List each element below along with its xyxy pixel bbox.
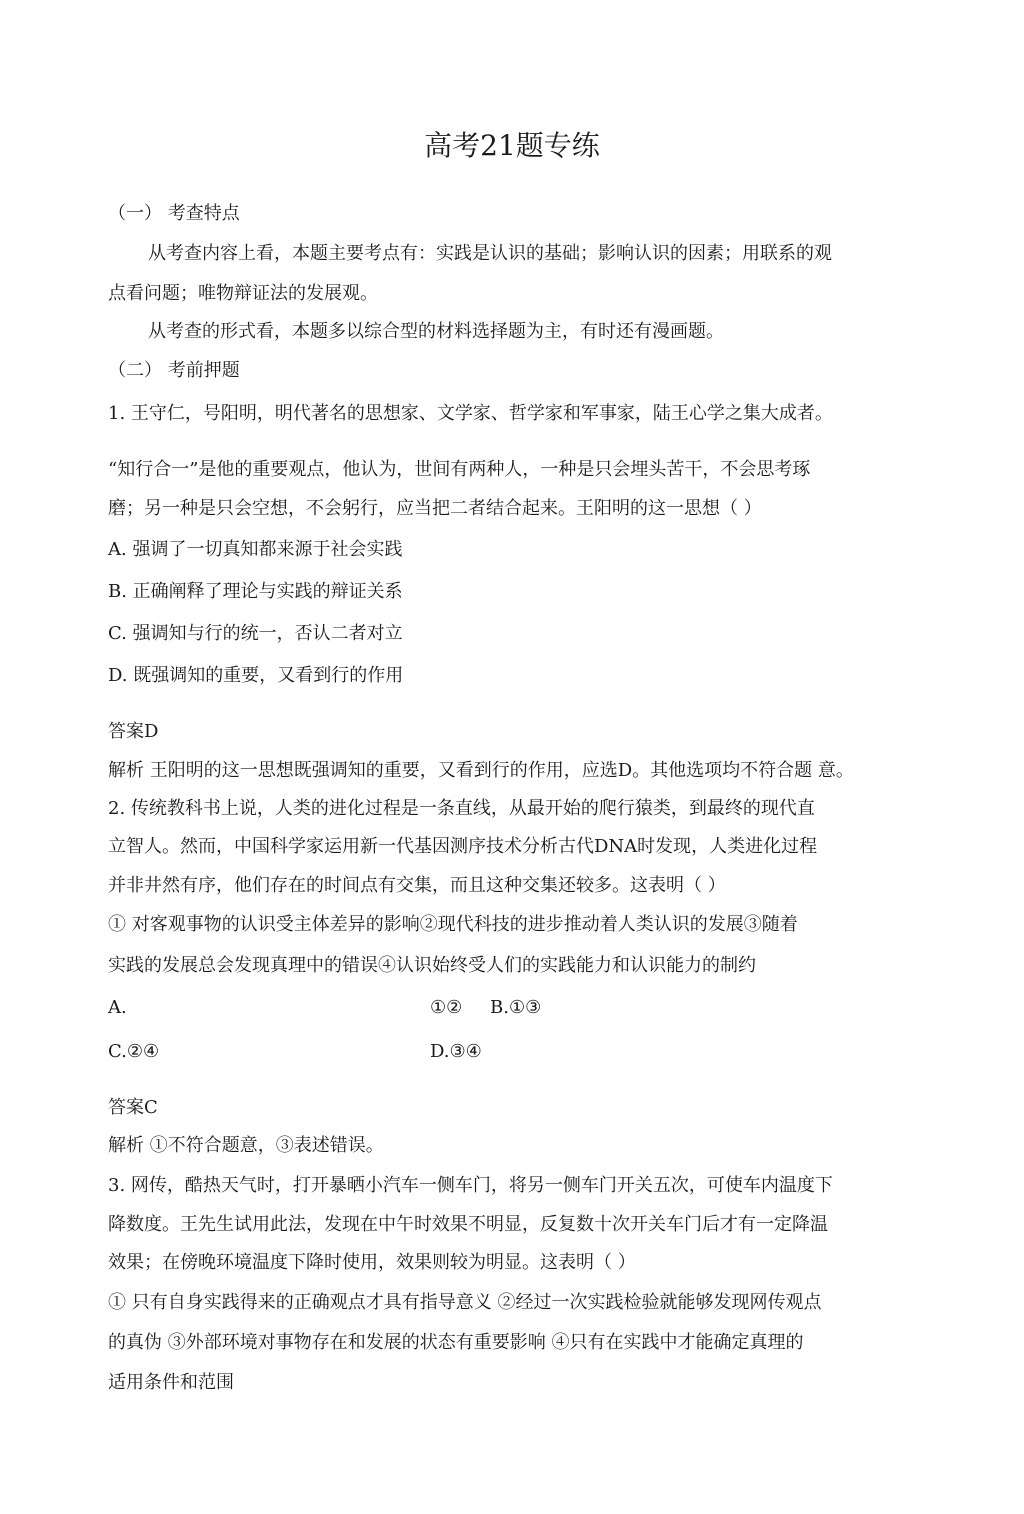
q2-option-d: D.③④ (430, 1041, 482, 1062)
features-paragraph-line2: 点看问题；唯物辩证法的发展观。 (108, 283, 378, 304)
q2-stem-line2: 立智人。然而，中国科学家运用新一代基因测序技术分析古代DNA时发现，人类进化过程 (108, 836, 818, 857)
features-paragraph-2: 从考查的形式看，本题多以综合型的材料选择题为主，有时还有漫画题。 (148, 321, 724, 342)
q2-stem-line1: 2. 传统教科书上说，人类的进化过程是一条直线，从最开始的爬行猿类，到最终的现代直 (108, 798, 815, 819)
q2-option-a-value: ①② (430, 997, 463, 1018)
q1-option-c: C. 强调知与行的统一，否认二者对立 (108, 623, 403, 644)
q1-stem-line3: 磨；另一种是只会空想，不会躬行，应当把二者结合起来。王阳明的这一思想（ ） (108, 498, 762, 519)
section-heading-predictions: （二） 考前押题 (108, 360, 240, 381)
q2-statements-line2: 实践的发展总会发现真理中的错误④认识始终受人们的实践能力和认识能力的制约 (108, 955, 756, 976)
q2-analysis: 解析 ①不符合题意，③表述错误。 (108, 1135, 384, 1156)
q1-stem-line2: “知行合一”是他的重要观点，他认为，世间有两种人，一种是只会埋头苦干，不会思考琢 (108, 459, 811, 480)
q3-stem-line1: 3. 网传，酷热天气时，打开暴晒小汽车一侧车门，将另一侧车门开关五次，可使车内温度下 (108, 1175, 833, 1196)
q1-answer: 答案D (108, 721, 159, 742)
q2-statements-line1: ① 对客观事物的认识受主体差异的影响②现代科技的进步推动着人类认识的发展③随着 (108, 914, 798, 935)
section-heading-features: （一） 考查特点 (108, 203, 240, 224)
q2-stem-line3: 并非井然有序，他们存在的时间点有交集，而且这种交集还较多。这表明（ ） (108, 875, 726, 896)
q2-option-a-label: A. (108, 997, 127, 1018)
q3-statements-line3: 适用条件和范围 (108, 1372, 234, 1393)
q1-option-b: B. 正确阐释了理论与实践的辩证关系 (108, 581, 403, 602)
q1-stem-line1: 1. 王守仁，号阳明，明代著名的思想家、文学家、哲学家和军事家，陆王心学之集大成者。 (108, 403, 833, 424)
q1-option-a: A. 强调了一切真知都来源于社会实践 (108, 539, 403, 560)
q2-answer: 答案C (108, 1097, 158, 1118)
page-title: 高考21题专练 (424, 129, 600, 162)
q3-statements-line2: 的真伪 ③外部环境对事物存在和发展的状态有重要影响 ④只有在实践中才能确定真理的 (108, 1332, 804, 1353)
features-paragraph-line1: 从考查内容上看，本题主要考点有：实践是认识的基础；影响认识的因素；用联系的观 (148, 243, 832, 264)
q1-analysis: 解析 王阳明的这一思想既强调知的重要，又看到行的作用，应选D。其他选项均不符合题 意。 (108, 760, 854, 781)
q3-stem-line3: 效果；在傍晚环境温度下降时使用，效果则较为明显。这表明（ ） (108, 1252, 636, 1273)
q1-option-d: D. 既强调知的重要，又看到行的作用 (108, 665, 404, 686)
q3-statements-line1: ① 只有自身实践得来的正确观点才具有指导意义 ②经过一次实践检验就能够发现网传观点 (108, 1292, 822, 1313)
q2-option-b: B.①③ (490, 997, 542, 1018)
q3-stem-line2: 降数度。王先生试用此法，发现在中午时效果不明显，反复数十次开关车门后才有一定降温 (108, 1214, 828, 1235)
q2-option-c: C.②④ (108, 1041, 160, 1062)
